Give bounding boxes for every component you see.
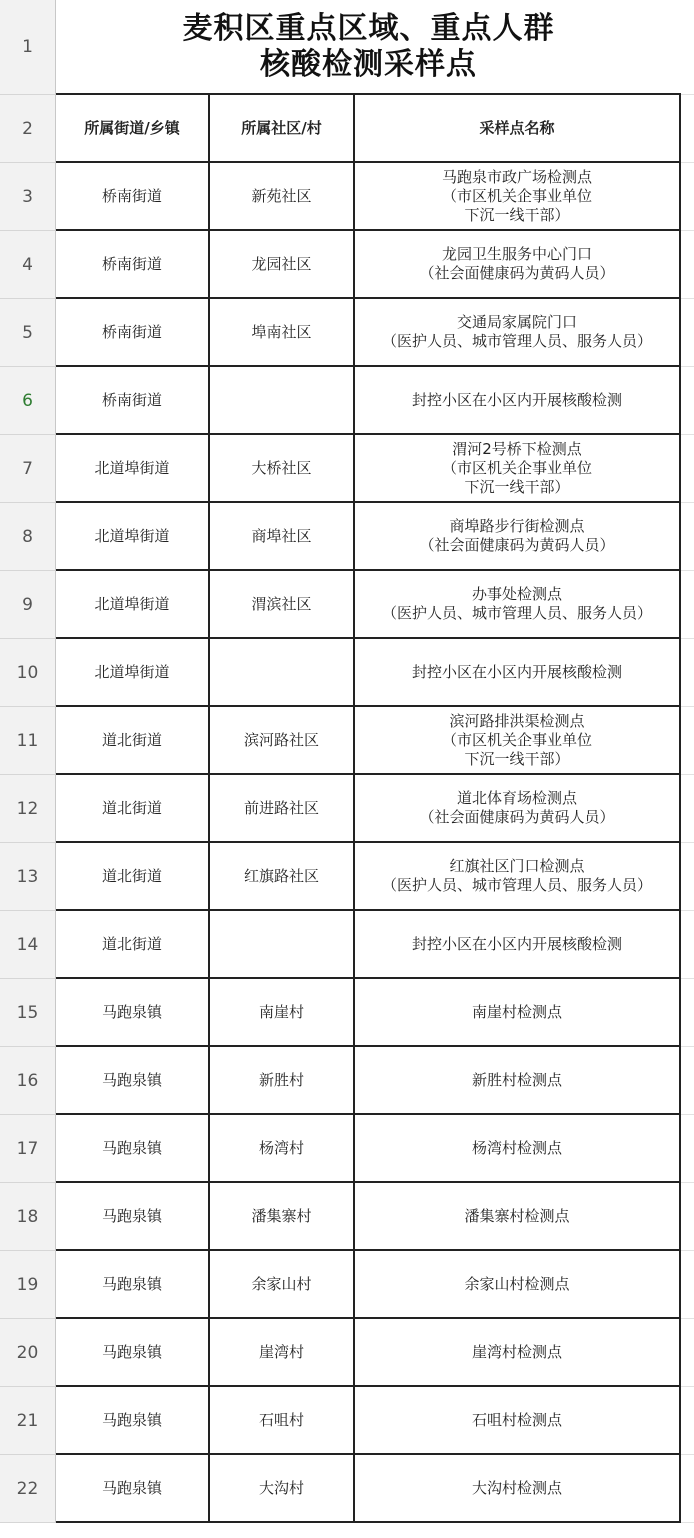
table-row xyxy=(0,1319,694,1387)
site-cell[interactable]: 商埠路步行街检测点 （社会面健康码为黄码人员） xyxy=(355,503,681,571)
table-row xyxy=(0,367,694,435)
table-row xyxy=(0,571,694,639)
site-cell[interactable]: 封控小区在小区内开展核酸检测 xyxy=(355,639,681,707)
spare-cell[interactable] xyxy=(681,775,694,843)
row-number[interactable]: 10 xyxy=(0,639,56,707)
table-row xyxy=(0,911,694,979)
site-cell[interactable]: 大沟村检测点 xyxy=(355,1455,681,1523)
street-cell[interactable]: 道北街道 xyxy=(56,707,210,775)
table-row xyxy=(0,163,694,231)
community-cell[interactable]: 龙园社区 xyxy=(210,231,355,299)
spare-cell[interactable] xyxy=(681,231,694,299)
site-cell[interactable]: 办事处检测点 （医护人员、城市管理人员、服务人员） xyxy=(355,571,681,639)
community-cell[interactable]: 大桥社区 xyxy=(210,435,355,503)
site-cell[interactable]: 封控小区在小区内开展核酸检测 xyxy=(355,911,681,979)
spare-cell[interactable] xyxy=(681,1183,694,1251)
street-cell[interactable]: 北道埠街道 xyxy=(56,503,210,571)
header-row xyxy=(0,95,694,163)
street-cell[interactable]: 北道埠街道 xyxy=(56,435,210,503)
table-row xyxy=(0,503,694,571)
community-cell[interactable] xyxy=(210,639,355,707)
street-cell[interactable]: 桥南街道 xyxy=(56,367,210,435)
spare-cell[interactable] xyxy=(681,1387,694,1455)
community-cell[interactable]: 新胜村 xyxy=(210,1047,355,1115)
row-number[interactable]: 22 xyxy=(0,1455,56,1523)
community-cell[interactable]: 南崖村 xyxy=(210,979,355,1047)
row-number[interactable]: 20 xyxy=(0,1319,56,1387)
table-row xyxy=(0,435,694,503)
street-cell[interactable]: 道北街道 xyxy=(56,911,210,979)
row-number[interactable]: 15 xyxy=(0,979,56,1047)
table-row xyxy=(0,1455,694,1523)
site-cell[interactable]: 马跑泉市政广场检测点 （市区机关企事业单位 下沉一线干部） xyxy=(355,163,681,231)
community-cell[interactable]: 前进路社区 xyxy=(210,775,355,843)
community-cell[interactable]: 大沟村 xyxy=(210,1455,355,1523)
street-cell[interactable]: 马跑泉镇 xyxy=(56,979,210,1047)
spare-cell[interactable] xyxy=(681,911,694,979)
spare-cell[interactable] xyxy=(681,1115,694,1183)
table-row xyxy=(0,299,694,367)
row-number[interactable]: 7 xyxy=(0,435,56,503)
header-community[interactable]: 所属社区/村 xyxy=(210,95,355,163)
community-cell[interactable] xyxy=(210,911,355,979)
table-row xyxy=(0,1183,694,1251)
table-row xyxy=(0,231,694,299)
header-street[interactable]: 所属街道/乡镇 xyxy=(56,95,210,163)
table-row xyxy=(0,979,694,1047)
community-cell[interactable]: 埠南社区 xyxy=(210,299,355,367)
site-cell[interactable]: 石咀村检测点 xyxy=(355,1387,681,1455)
row-number[interactable]: 18 xyxy=(0,1183,56,1251)
spare-cell[interactable] xyxy=(681,1251,694,1319)
street-cell[interactable]: 道北街道 xyxy=(56,843,210,911)
street-cell[interactable]: 桥南街道 xyxy=(56,299,210,367)
community-cell[interactable]: 新苑社区 xyxy=(210,163,355,231)
spare-cell[interactable] xyxy=(681,1455,694,1523)
street-cell[interactable]: 桥南街道 xyxy=(56,163,210,231)
spare-cell[interactable] xyxy=(681,95,694,163)
community-cell[interactable]: 杨湾村 xyxy=(210,1115,355,1183)
spare-cell[interactable] xyxy=(681,163,694,231)
spare-cell[interactable] xyxy=(681,707,694,775)
row-number[interactable]: 19 xyxy=(0,1251,56,1319)
street-cell[interactable]: 马跑泉镇 xyxy=(56,1251,210,1319)
spare-cell[interactable] xyxy=(681,0,694,95)
row-number[interactable]: 21 xyxy=(0,1387,56,1455)
community-cell[interactable]: 潘集寨村 xyxy=(210,1183,355,1251)
street-cell[interactable]: 北道埠街道 xyxy=(56,639,210,707)
community-cell[interactable]: 商埠社区 xyxy=(210,503,355,571)
header-site[interactable]: 采样点名称 xyxy=(355,95,681,163)
site-cell[interactable]: 封控小区在小区内开展核酸检测 xyxy=(355,367,681,435)
street-cell[interactable]: 马跑泉镇 xyxy=(56,1047,210,1115)
spare-cell[interactable] xyxy=(681,571,694,639)
community-cell[interactable]: 崖湾村 xyxy=(210,1319,355,1387)
table-row xyxy=(0,1251,694,1319)
table-row xyxy=(0,843,694,911)
row-number[interactable]: 13 xyxy=(0,843,56,911)
spare-cell[interactable] xyxy=(681,843,694,911)
row-number[interactable]: 14 xyxy=(0,911,56,979)
street-cell[interactable]: 马跑泉镇 xyxy=(56,1183,210,1251)
row-number[interactable]: 3 xyxy=(0,163,56,231)
table-row xyxy=(0,639,694,707)
street-cell[interactable]: 马跑泉镇 xyxy=(56,1115,210,1183)
row-number[interactable]: 5 xyxy=(0,299,56,367)
street-cell[interactable]: 马跑泉镇 xyxy=(56,1387,210,1455)
street-cell[interactable]: 马跑泉镇 xyxy=(56,1455,210,1523)
spare-cell[interactable] xyxy=(681,299,694,367)
spare-cell[interactable] xyxy=(681,1319,694,1387)
table-title[interactable]: 麦积区重点区域、重点人群 核酸检测采样点 xyxy=(56,0,681,95)
row-number[interactable]: 9 xyxy=(0,571,56,639)
table-row xyxy=(0,1047,694,1115)
row-number[interactable]: 6 xyxy=(0,367,56,435)
spare-cell[interactable] xyxy=(681,367,694,435)
table-row xyxy=(0,1387,694,1455)
site-cell[interactable]: 道北体育场检测点 （社会面健康码为黄码人员） xyxy=(355,775,681,843)
row-number[interactable]: 16 xyxy=(0,1047,56,1115)
community-cell[interactable]: 滨河路社区 xyxy=(210,707,355,775)
street-cell[interactable]: 马跑泉镇 xyxy=(56,1319,210,1387)
title-row xyxy=(0,0,694,95)
spare-cell[interactable] xyxy=(681,435,694,503)
community-cell[interactable]: 石咀村 xyxy=(210,1387,355,1455)
site-cell[interactable]: 龙园卫生服务中心门口 （社会面健康码为黄码人员） xyxy=(355,231,681,299)
row-number[interactable]: 12 xyxy=(0,775,56,843)
row-number[interactable]: 2 xyxy=(0,95,56,163)
street-cell[interactable]: 北道埠街道 xyxy=(56,571,210,639)
table-body xyxy=(0,163,694,1523)
table-row xyxy=(0,707,694,775)
spare-cell[interactable] xyxy=(681,1047,694,1115)
community-cell[interactable]: 渭滨社区 xyxy=(210,571,355,639)
community-cell[interactable]: 红旗路社区 xyxy=(210,843,355,911)
community-cell[interactable]: 余家山村 xyxy=(210,1251,355,1319)
site-cell[interactable]: 崖湾村检测点 xyxy=(355,1319,681,1387)
site-cell[interactable]: 潘集寨村检测点 xyxy=(355,1183,681,1251)
row-number[interactable]: 11 xyxy=(0,707,56,775)
spare-cell[interactable] xyxy=(681,503,694,571)
street-cell[interactable]: 桥南街道 xyxy=(56,231,210,299)
site-cell[interactable]: 新胜村检测点 xyxy=(355,1047,681,1115)
site-cell[interactable]: 渭河2号桥下检测点 （市区机关企事业单位 下沉一线干部） xyxy=(355,435,681,503)
table-row xyxy=(0,1115,694,1183)
site-cell[interactable]: 杨湾村检测点 xyxy=(355,1115,681,1183)
site-cell[interactable]: 南崖村检测点 xyxy=(355,979,681,1047)
community-cell[interactable] xyxy=(210,367,355,435)
row-number[interactable]: 4 xyxy=(0,231,56,299)
spare-cell[interactable] xyxy=(681,979,694,1047)
site-cell[interactable]: 红旗社区门口检测点 （医护人员、城市管理人员、服务人员） xyxy=(355,843,681,911)
spare-cell[interactable] xyxy=(681,639,694,707)
row-number[interactable]: 8 xyxy=(0,503,56,571)
site-cell[interactable]: 滨河路排洪渠检测点 （市区机关企事业单位 下沉一线干部） xyxy=(355,707,681,775)
site-cell[interactable]: 交通局家属院门口 （医护人员、城市管理人员、服务人员） xyxy=(355,299,681,367)
site-cell[interactable]: 余家山村检测点 xyxy=(355,1251,681,1319)
row-number[interactable]: 1 xyxy=(0,0,56,95)
row-number[interactable]: 17 xyxy=(0,1115,56,1183)
street-cell[interactable]: 道北街道 xyxy=(56,775,210,843)
table-row xyxy=(0,775,694,843)
